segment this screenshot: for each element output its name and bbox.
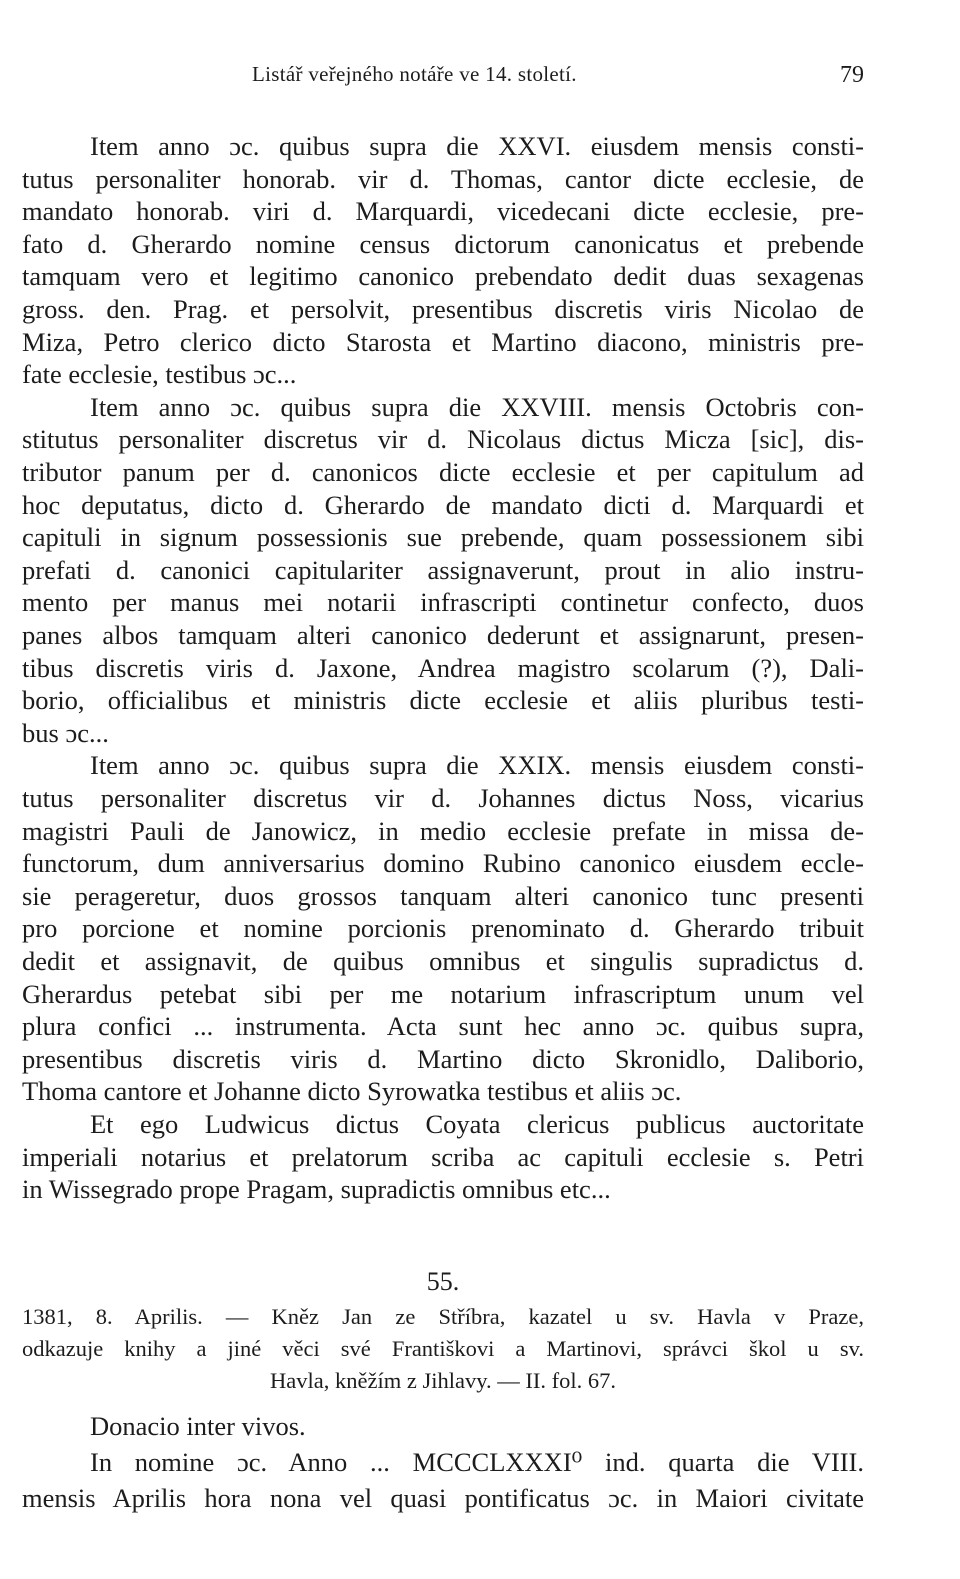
text-line: sie perageretur, duos grossos tanquam alteri canonico tunc presenti [22, 881, 864, 911]
text-line: imperiali notarius et prelatorum scriba ac capituli ecclesie s. Petri [22, 1142, 864, 1172]
text-line: mento per manus mei notarii infrascripti continetur confecto, duos [22, 587, 864, 617]
text-line: Donacio inter vivos. [90, 1411, 306, 1441]
text-line: Gherardus petebat sibi per me notarium infrascriptum unum vel [22, 979, 864, 1009]
text-line: in Wissegrado prope Pragam, supradictis omnibus etc... [22, 1174, 611, 1204]
regest-line: odkazuje knihy a jiné věci své Františkovi a Martinovi, správci škol u sv. [22, 1336, 864, 1361]
text-line: Item anno ɔc. quibus supra die XXVI. eiusdem mensis consti- [90, 131, 864, 161]
text-line: tamquam vero et legitimo canonico prebendato dedit duas sexagenas [22, 261, 864, 291]
text-line: mensis Aprilis hora nona vel quasi pontificatus ɔc. in Maiori civitate [22, 1483, 864, 1513]
text-line: mandato honorab. viri d. Marquardi, vicedecani dicte ecclesie, pre- [22, 196, 864, 226]
text-line: tributor panum per d. canonicos dicte ecclesie et per capitulum ad [22, 457, 864, 487]
text-line: functorum, dum anniversarius domino Rubino canonico eiusdem eccle- [22, 848, 864, 878]
text-line: In nomine ɔc. Anno ... MCCCLXXXI⁰ ind. quarta die VIII. [90, 1447, 864, 1477]
text-line: bus ɔc... [22, 718, 109, 748]
running-head [22, 62, 864, 92]
regest-line: 1381, 8. Aprilis. — Kněz Jan ze Stříbra, kazatel u sv. Havla v Praze, [22, 1304, 864, 1329]
text-line: prefati d. canonici capitulariter assignaverunt, prout in alio instru- [22, 555, 864, 585]
text-line: borio, officialibus et ministris dicte ecclesie et aliis pluribus testi- [22, 685, 864, 715]
text-line: fate ecclesie, testibus ɔc... [22, 359, 297, 389]
regest-line: Havla, kněžím z Jihlavy. — II. fol. 67. [270, 1368, 616, 1393]
text-line: tutus personaliter discretus vir d. Johannes dictus Noss, vicarius [22, 783, 864, 813]
text-line: stitutus personaliter discretus vir d. Nicolaus dictus Micza [sic], dis- [22, 424, 864, 454]
text-line: fato d. Gherardo nomine census dictorum canonicatus et prebende [22, 229, 864, 259]
text-line: dedit et assignavit, de quibus omnibus et singulis supradictus d. [22, 946, 864, 976]
text-line: Miza, Petro clerico dicto Starosta et Martino diacono, ministris pre- [22, 327, 864, 357]
text-line: Thoma cantore et Johanne dicto Syrowatka testibus et aliis ɔc. [22, 1076, 682, 1106]
page-number: 79 [840, 62, 864, 88]
text-line: Et ego Ludwicus dictus Coyata clericus publicus auctoritate [90, 1109, 864, 1139]
text-line: plura confici ... instrumenta. Acta sunt hec anno ɔc. quibus supra, [22, 1011, 864, 1041]
document-number: 55. [426, 1267, 460, 1296]
text-line: Item anno ɔc. quibus supra die XXIX. mensis eiusdem consti- [90, 750, 864, 780]
text-line: capituli in signum possessionis sue prebende, quam possessionem sibi [22, 522, 864, 552]
text-line: pro porcione et nomine porcionis prenominato d. Gherardo tribuit [22, 913, 864, 943]
text-line: tutus personaliter honorab. vir d. Thomas, cantor dicte ecclesie, de [22, 164, 864, 194]
text-line: panes albos tamquam alteri canonico dederunt et assignarunt, presen- [22, 620, 864, 650]
text-line: hoc deputatus, dicto d. Gherardo de mandato dicti d. Marquardi et [22, 490, 864, 520]
text-line: gross. den. Prag. et persolvit, presentibus discretis viris Nicolao de [22, 294, 864, 324]
text-line: presentibus discretis viris d. Martino dicto Skronidlo, Daliborio, [22, 1044, 864, 1074]
text-line: tibus discretis viris d. Jaxone, Andrea magistro scolarum (?), Dali- [22, 653, 864, 683]
text-line: Item anno ɔc. quibus supra die XXVIII. mensis Octobris con- [90, 392, 864, 422]
running-title: Listář veřejného notáře ve 14. století. [252, 62, 577, 86]
text-line: magistri Pauli de Janowicz, in medio ecclesie prefate in missa de- [22, 816, 864, 846]
